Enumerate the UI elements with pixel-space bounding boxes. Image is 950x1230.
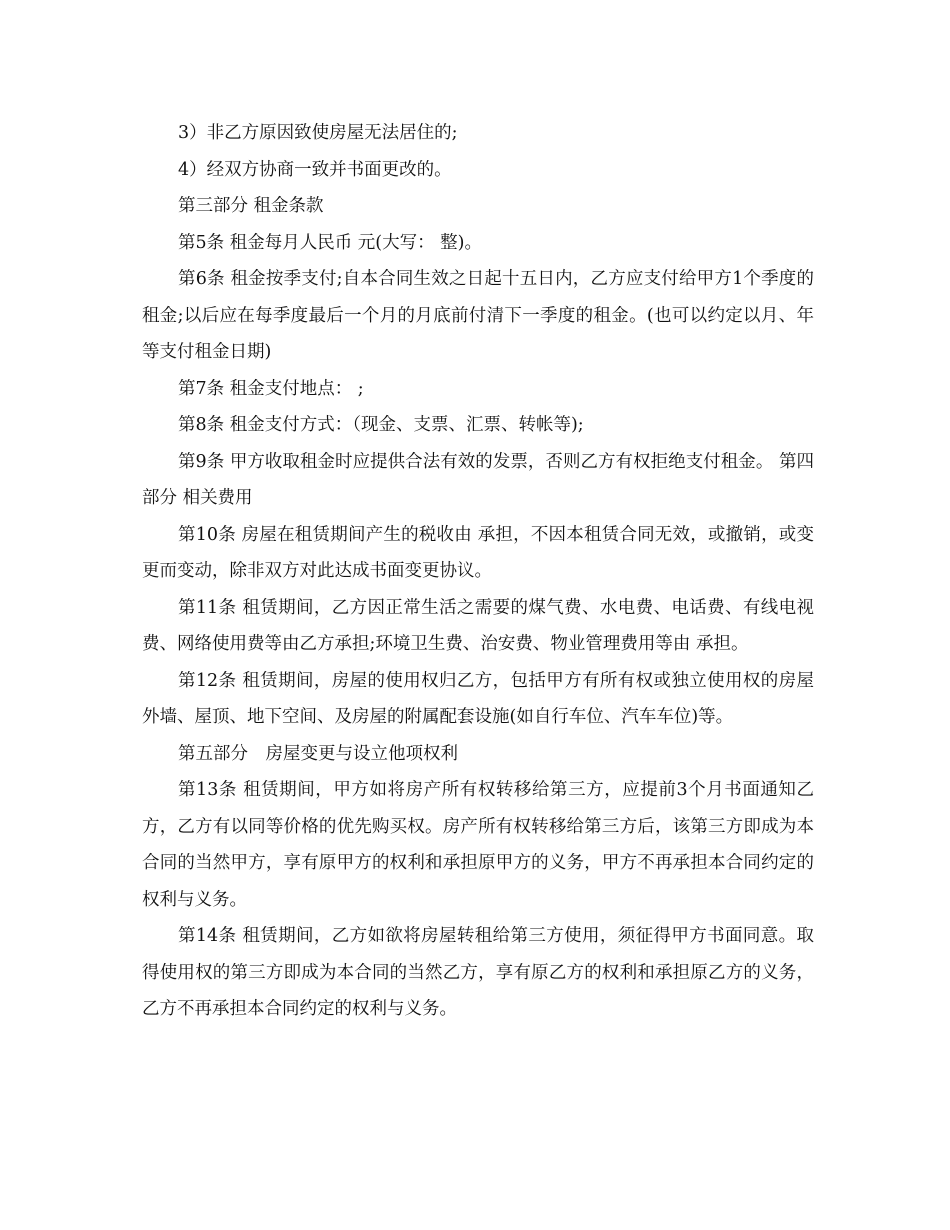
section-heading-part-3: 第三部分 租金条款 [178,196,324,216]
article-14: 第14条 租赁期间，乙方如欲将房屋转租给第三方使用，须征得甲方书面同意。取得使用权的第三方即成为本合同的当然乙方，享有原乙方的权利和承担原乙方的义务，乙方不再承担本合同约定的权利与义务。 [142,926,814,1019]
article-13: 第13条 租赁期间，甲方如将房产所有权转移给第三方，应提前3个月书面通知乙方，乙方有以同等价格的优先购买权。房产所有权转移给第三方后，该第三方即成为本合同的当然甲方，享有原甲方的权利和承担原甲方的义务，甲方不再承担本合同约定的权利与义务。 [142,780,814,910]
list-item-4: 4）经双方协商一致并书面更改的。 [178,159,452,180]
section-heading-part-5: 第五部分 房屋变更与设立他项权利 [178,743,458,764]
list-item-3: 3）非乙方原因致使房屋无法居住的; [178,123,458,143]
article-8: 第8条 租金支付方式：（现金、支票、汇票、转帐等); [178,415,584,435]
document-body [142,115,814,1028]
article-7: 第7条 租金支付地点： ; [178,378,364,399]
article-11: 第11条 租赁期间，乙方因正常生活之需要的煤气费、水电费、电话费、有线电视费、网络使用费等由乙方承担;环境卫生费、治安费、物业管理费用等由 承担。 [142,597,814,654]
article-9: 第9条 甲方收取租金时应提供合法有效的发票，否则乙方有权拒绝支付租金。 第四部分 相关费用 [142,451,814,508]
article-5: 第5条 租金每月人民币 元(大写： 整)。 [178,232,482,253]
article-6: 第6条 租金按季支付;自本合同生效之日起十五日内，乙方应支付给甲方1个季度的租金;以后应在每季度最后一个月的月底前付清下一季度的租金。(也可以约定以月、年等支付租金日期) [142,269,814,362]
article-12: 第12条 租赁期间，房屋的使用权归乙方，包括甲方有所有权或独立使用权的房屋外墙、屋顶、地下空间、及房屋的附属配套设施(如自行车位、汽车车位)等。 [142,670,814,727]
article-10: 第10条 房屋在租赁期间产生的税收由 承担，不因本租赁合同无效，或撤销，或变更而变动，除非双方对此达成书面变更协议。 [142,524,814,581]
